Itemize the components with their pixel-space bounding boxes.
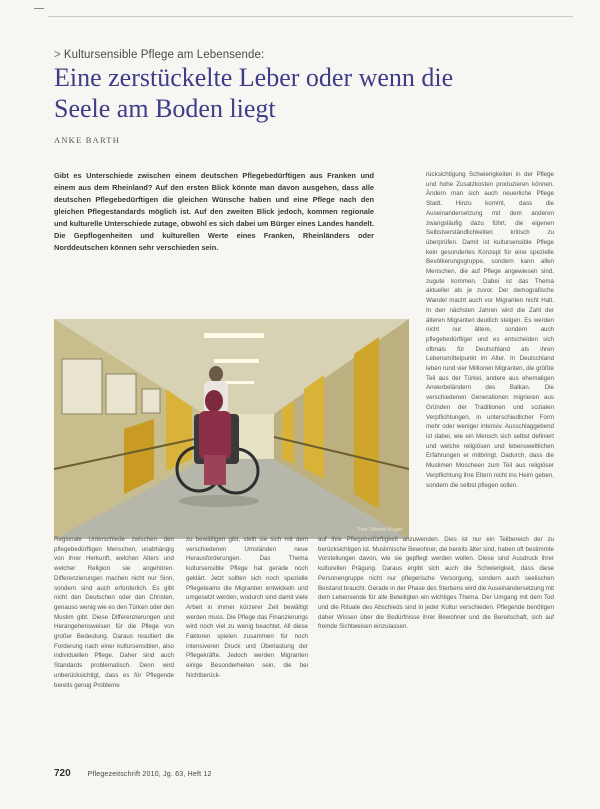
page-footer — [54, 768, 212, 779]
body-column-3-text: auf ihre Pflegebedürftigkeit anzuwenden. Dies ist nur ein Teilbereich der zu berücksichtigen ist. Muslimische Bewohner, die bereits älter sind, haben oft bestimmte Vorstellungen davon, wie sie gepflegt werden wollen. Diese sind Ausdruck ihrer kulturellen Prägung. Daraus ergibt sich auch die Schwierigkeit, dass diese Personengruppe nicht nur pflegerische Versorgung, sondern auch seelischen Beistand braucht. Gerade in der Phase des Sterbens wird die Auseinandersetzung mit dem Lebensende für alle Beteiligten ein wichtiges Thema. Der Umgang mit dem Tod und die Rituale des Abschieds sind in jeder Kultur verschieden. Pflegende benötigen daher Wissen über die Bedürfnisse ihrer Bewohner und die Bereitschaft, sich auf fremde Sichtweisen einzulassen. — [318, 536, 554, 631]
right-column-text: rücksichtigung Schwierigkeiten in der Pflege und hohe Zusatzkosten produzieren können. Ändern man sich auch neuerliche Pflege Stadt. Hinzu kommt, dass die Auseinandersetzung mit dem anderen zwangsläufig dazu führt, die eigenen Selbstverständlichkeiten kritisch zu überprüfen. Damit ist kultursensible Pflege kein gesondertes Konzept für eine spezielle Bevölkerungsgruppe, sondern kann allen Menschen, die auf Pflege angewiesen sind, zugute kommen. Dabei ist das Thema aktueller als je zuvor. Der demografische Wandel macht auch vor Migranten nicht Halt. In den nächsten Jahren wird die Zahl der älteren Migranten deutlich steigen. Es werden nicht nur ältere, sondern auch pflegebedürftiger und es entscheiden sich oftmals für Deutschland als ihren Lebensmittelpunkt im Alter. In Deutschland leben rund vier Millionen Migranten, die größte Teil aus der Türkei, andere aus ehemaligen Anwerbeländern des Balkan. Die verschiedenen Generationen migrieren aus Gründen der Traditionen und sozialen Verpflichtungen, in unterschiedlicher Form mehr oder weniger intensiv. Ausschlaggebend ist dabei, wie ein Mensch sich selbst definiert und welche religiösen und lebensweltlichen Erfahrungen er mitbringt. Dadurch, dass die Muslimen Moscheen zum Teil aus religiöser Verpflichtung ihre Eltern nicht ins Heim geben, sondern die selbst pflegen sollen. — [426, 171, 554, 489]
photo-credit: Foto: Werner Krüper — [357, 527, 403, 533]
kicker-text: Kultursensible Pflege am Lebensende: — [63, 49, 265, 61]
top-rule — [48, 16, 573, 17]
hallway-photo — [54, 319, 409, 539]
body-column-2 — [186, 535, 308, 750]
photo-image — [54, 319, 409, 539]
body-column-1-text: Regionale Unterschiede zwischen den pflegebedürftigen Menschen, unabhängig von ihrer Herkunft, welchen Alters und welcher Religion sie angehören. Differenzierungen machen nicht nur Sinn, sondern sind auch erforderlich. Es gibt nicht den Deutschen oder den Christen, genauso wenig wie es den Türken oder den Muslim gibt. Diese Differenzierungen und Herangehensweisen für die Pflege von großer Bedeutung. Daraus resultiert die Forderung nach einer kultursensiblen, also individuellen Pflege. Daher sind auch Standards problematisch. Denn wird unberücksichtigt, dass es für Pflegende bereits genug Probleme — [54, 536, 174, 689]
body-column-1 — [54, 535, 174, 750]
page-title: Eine zerstückelte Leber oder wenn die Seele am Boden liegt — [54, 63, 454, 123]
kicker-arrow-icon: > — [54, 49, 61, 61]
body-column-3 — [318, 535, 554, 750]
top-rule-mark — [34, 8, 44, 9]
page-number: 720 — [54, 768, 71, 779]
kicker — [54, 49, 264, 61]
lead-paragraph: Gibt es Unterschiede zwischen einem deutschen Pflegebedürftigen aus Franken und einem aus dem Rheinland? Auf den ersten Blick könnte man davon ausgehen, dass alle deutschen Pflegebedürftigen die gleichen Wünsche haben und eine Pflege nach den gleichen Pflegestandards möglich ist. Auf den zweiten Blick jedoch, kommen regionale und kulturelle Unterschiede zutage, obwohl es sich dabei um Bürger eines Landes handelt. Die Gepflogenheiten und kulturellen Werte eines Franken, Rheinländers oder Norddeutschen können sehr verschieden sein. — [54, 171, 374, 252]
journal-citation: Pflegezeitschrift 2010, Jg. 63, Heft 12 — [87, 771, 212, 778]
body-column-2-text: zu bewältigen gibt, stellt sie sich mit dem verschiedenen Umständen neue Herausforderungen. Das Thema kultursensible Pflege hat gerade noch geklärt. Jetzt sollten sich noch spezielle Pflegeteams die Migranten entwickeln und umgesetzt werden, wodurch sind damit viele Arbeit in immer kürzerer Zeit bewältigt werden muss. Die Pflege das Finanzierungs wird noch viel zu wenig beachtet. All diese Faktoren spielen zusammen für noch intensiveren Druck und Überlastung der Pflegekräfte. Jedoch werden Migranten einige Besonderheiten sein, die bei Nichtberück- — [186, 536, 308, 679]
author: ANKE BARTH — [54, 135, 121, 145]
